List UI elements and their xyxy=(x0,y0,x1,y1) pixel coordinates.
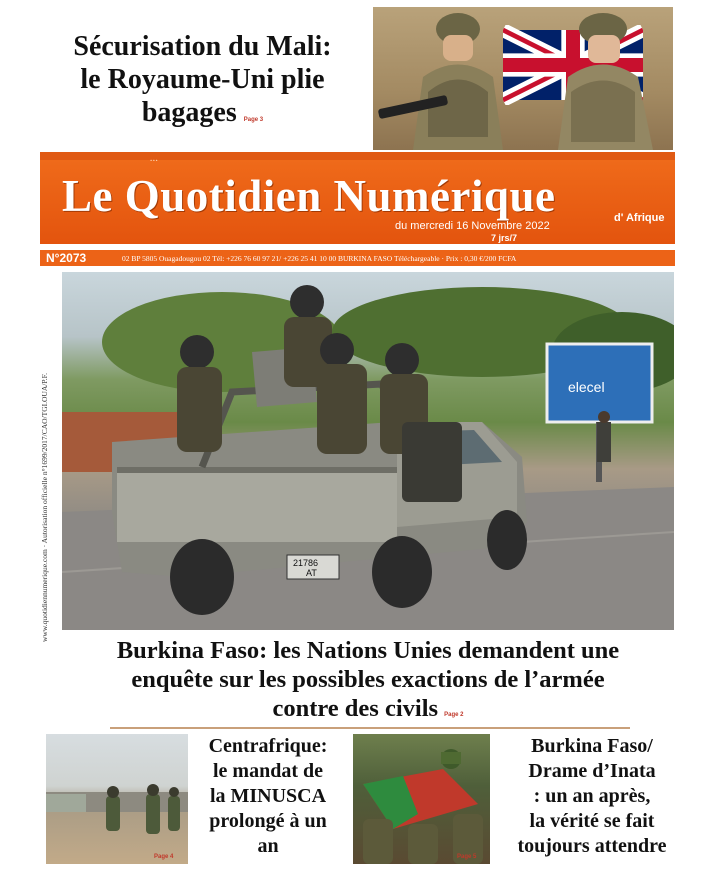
svg-text:21786: 21786 xyxy=(293,558,319,568)
teaser-headline[interactable] xyxy=(30,30,375,137)
coffin-procession-scene xyxy=(353,734,490,864)
main-headline[interactable] xyxy=(62,636,674,730)
teaser-page-ref: Page 3 xyxy=(243,117,264,123)
story1-line1: Centrafrique: xyxy=(208,735,328,757)
story1-page-ref: Page 4 xyxy=(154,854,174,860)
patrol-scene xyxy=(46,734,188,864)
military-truck-scene xyxy=(62,272,674,630)
story1-line3: la MINUSCA xyxy=(209,785,327,807)
story2-line5: toujours attendre xyxy=(517,835,667,857)
main-headline-line3: contre des civils Page 2 xyxy=(272,695,464,722)
issue-date: du mercredi 16 Novembre 2022 xyxy=(395,220,550,232)
publication-frequency: 7 jrs/7 xyxy=(491,233,518,243)
story2-page-ref: Page 5 xyxy=(457,854,477,860)
story-inata[interactable] xyxy=(492,734,692,859)
teaser-headline-line2: le Royaume-Uni plie xyxy=(80,64,325,95)
main-headline-line2: enquête sur les possibles exactions de l’armée xyxy=(131,666,605,693)
story1-line2: le mandat de xyxy=(213,760,323,782)
story2-line2: Drame d’Inata xyxy=(528,760,656,782)
contact-line: 02 BP 5805 Ouagadougou 02 Tél: +226 76 60 97 21/ +226 25 41 10 00 BURKINA FASO Téléchargeable · Prix : 0,30 €/200 FCFA xyxy=(122,254,517,263)
story-centrafrique[interactable] xyxy=(188,734,348,859)
divider-rule xyxy=(110,727,630,729)
teaser-headline-line3: bagages Page 3 xyxy=(141,97,264,128)
billboard-text: elecel xyxy=(568,379,605,395)
svg-text:AT: AT xyxy=(306,568,317,578)
inata-photo[interactable] xyxy=(353,734,490,864)
story1-line4: prolongé à un xyxy=(209,810,327,832)
story1-line5: an xyxy=(257,835,279,857)
centrafrique-photo[interactable] xyxy=(46,734,188,864)
story2-line1: Burkina Faso/ xyxy=(531,735,653,757)
teaser-headline-line1: Sécurisation du Mali: xyxy=(73,31,332,62)
masthead-subtitle: d' Afrique xyxy=(614,212,665,224)
main-photo[interactable] xyxy=(62,272,674,630)
masthead-slogan: ... xyxy=(150,152,159,164)
masthead-title: Le Quotidien Numérique xyxy=(62,171,556,221)
uk-soldiers-photo[interactable] xyxy=(373,7,673,150)
side-legal-text-content: www.quotidiennumerique.com · Autorisation officielle n°1699/2017/CAO/TGI.OUA/P.F. xyxy=(40,372,49,642)
main-headline-line1: Burkina Faso: les Nations Unies demandent une xyxy=(116,637,620,664)
side-legal-text xyxy=(40,272,54,642)
story2-line3: : un an après, xyxy=(533,785,651,807)
soldiers-figures xyxy=(373,7,673,150)
issue-number: N°2073 xyxy=(46,251,87,265)
story2-line4: la vérité se fait xyxy=(529,810,655,832)
main-page-ref: Page 2 xyxy=(444,712,464,718)
